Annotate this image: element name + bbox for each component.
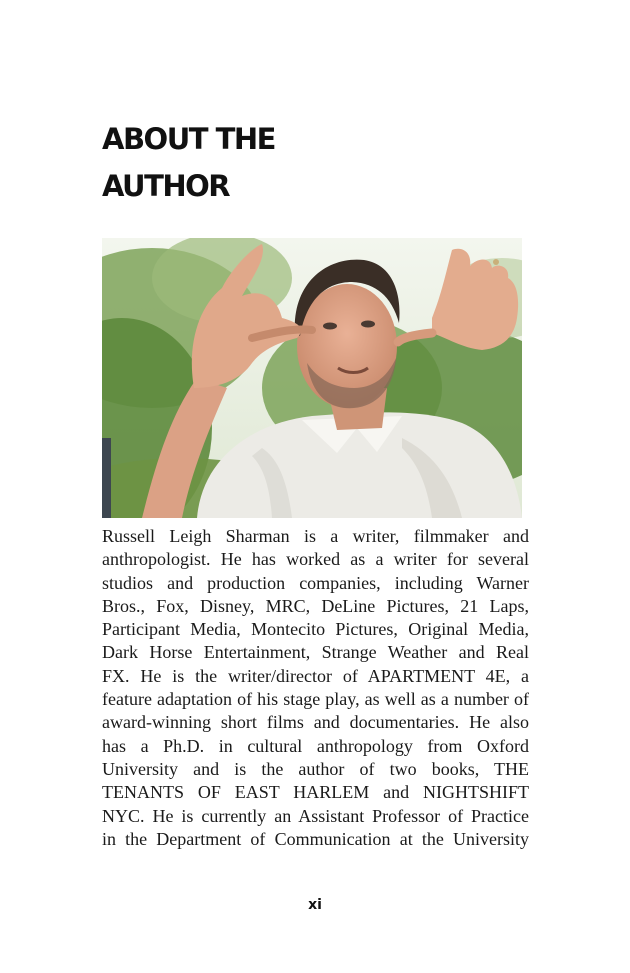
bio-line: FX. He is the writer/director of APARTMENT 4E, a [102, 665, 529, 686]
author-photo [102, 238, 522, 518]
bio-line: Participant Media, Montecito Pictures, Original Media, [102, 619, 529, 640]
bio-line: University and is the author of two books, THE [102, 758, 529, 779]
bio-line: TENANTS OF EAST HARLEM and NIGHTSHIFT [102, 782, 529, 803]
bio-line: studios and production companies, including Warner [102, 572, 529, 593]
heading-line-2: AUTHOR [102, 169, 230, 203]
bio-line: Bros., Fox, Disney, MRC, DeLine Pictures, 21 Laps, [102, 595, 529, 616]
page-number: xi [308, 897, 322, 913]
bio-line: award-winning short films and documentaries. He also [102, 712, 529, 733]
bio-line: has a Ph.D. in cultural anthropology from Oxford [102, 735, 529, 756]
bio-line: Dark Horse Entertainment, Strange Weather and Real [102, 642, 529, 663]
author-portrait-icon [102, 238, 522, 518]
heading-line-1: ABOUT THE [102, 122, 275, 156]
chapter-heading [102, 116, 522, 210]
bio-line: in the Department of Communication at the University [102, 828, 529, 849]
author-bio [102, 525, 529, 851]
bio-line: Russell Leigh Sharman is a writer, filmmaker and [102, 526, 529, 546]
bio-line: NYC. He is currently an Assistant Professor of Practice [102, 805, 529, 826]
bio-line: anthropologist. He has worked as a writer for several [102, 549, 529, 570]
bio-line: feature adaptation of his stage play, as well as a number of [102, 689, 529, 710]
